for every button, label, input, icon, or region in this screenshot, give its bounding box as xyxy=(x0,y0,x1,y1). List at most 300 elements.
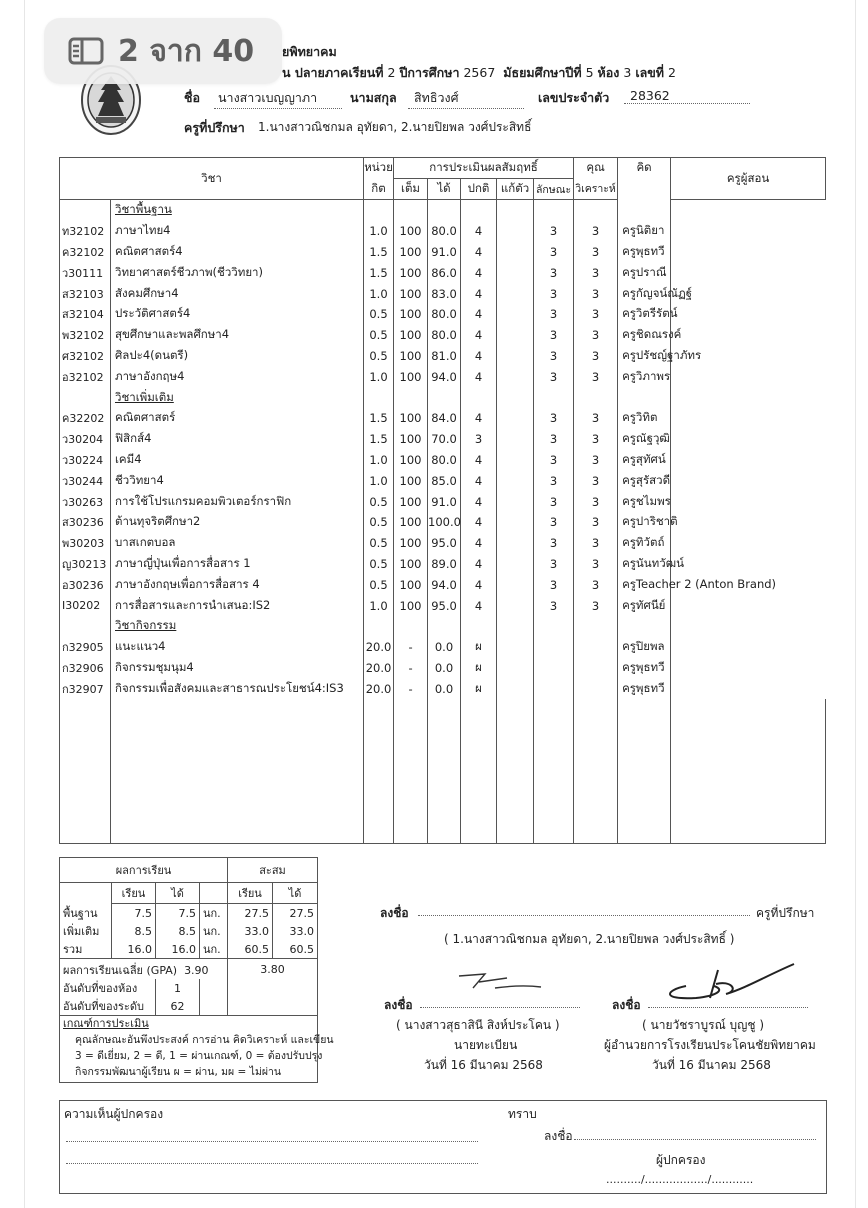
school-name: ยพิทยาคม xyxy=(282,44,337,59)
table-row xyxy=(60,242,826,263)
header-got: ได้ xyxy=(428,179,461,200)
grade-normal-cell: 4 xyxy=(461,304,497,325)
empty-cell xyxy=(394,200,428,221)
character-cell: 3 xyxy=(534,408,574,429)
category-row xyxy=(60,387,826,408)
teacher-name: ครูวิตรีรัตน์ xyxy=(618,304,671,325)
teacher-name: ครูทัศนีย์ xyxy=(618,595,671,616)
summary-row-label: พื้นฐาน xyxy=(60,904,112,923)
grade-normal-cell: 4 xyxy=(461,470,497,491)
parent-comment-line-2[interactable] xyxy=(66,1163,478,1164)
subject-name: ชีววิทยา4 xyxy=(111,470,364,491)
number-value: 2 xyxy=(668,65,676,80)
subject-name: บาสเกตบอล xyxy=(111,533,364,554)
thinking-cell: 3 xyxy=(574,283,618,304)
subject-name: กิจกรรมชุมนุม4 xyxy=(111,658,364,679)
got-score-cell: 80.0 xyxy=(428,450,461,471)
credit-cell: 1.0 xyxy=(364,470,394,491)
grade-fix-cell xyxy=(497,262,534,283)
empty-cell xyxy=(111,699,364,843)
full-score-cell: 100 xyxy=(394,283,428,304)
filler-row xyxy=(60,699,826,843)
thinking-cell: 3 xyxy=(574,470,618,491)
room-label: ห้อง xyxy=(597,65,620,80)
teacher-name: ครูTeacher 2 (Anton Brand) xyxy=(618,574,671,595)
table-row xyxy=(60,366,826,387)
header-thinking-top: คิด xyxy=(618,158,671,179)
full-score-cell: 100 xyxy=(394,512,428,533)
subject-name: ภาษาญี่ปุ่นเพื่อการสื่อสาร 1 xyxy=(111,554,364,575)
director-date: วันที่ 16 มีนาคม 2568 xyxy=(652,1058,771,1072)
advisor-sign-names: ( 1.นางสาวณิชกมล อุทัยดา, 2.นายปิยพล วงศ์ประสิทธิ์ ) xyxy=(444,932,735,946)
grade-normal-cell: 4 xyxy=(461,574,497,595)
student-surname: สิทธิวงศ์ xyxy=(408,88,524,109)
summary-acc-study: 33.0 xyxy=(228,922,273,940)
subject-name: การสื่อสารและการนำเสนอ:IS2 xyxy=(111,595,364,616)
summary-acc-study: 27.5 xyxy=(228,904,273,923)
parent-comment-line-1[interactable] xyxy=(66,1141,478,1142)
thinking-cell: 3 xyxy=(574,346,618,367)
credit-cell: 0.5 xyxy=(364,325,394,346)
grade-normal-cell: 4 xyxy=(461,366,497,387)
student-id-label: เลขประจำตัว xyxy=(538,90,610,105)
subject-code: ว30224 xyxy=(60,450,111,471)
grade-fix-cell xyxy=(497,470,534,491)
credit-cell: 0.5 xyxy=(364,491,394,512)
header-full: เต็ม xyxy=(394,179,428,200)
table-row xyxy=(60,470,826,491)
summary-acc-got: 27.5 xyxy=(273,904,318,923)
grades-table-body xyxy=(60,200,826,844)
credit-cell: 1.0 xyxy=(364,450,394,471)
summary-got: 7.5 xyxy=(156,904,200,923)
subject-code: ว30204 xyxy=(60,429,111,450)
summary-col-study: เรียน xyxy=(112,883,156,904)
rank-room-label: อันดับที่ของห้อง xyxy=(60,979,156,997)
criteria-line-1: คุณลักษณะอันพึงประสงค์ การอ่าน คิดวิเคราะห์ และเขียน xyxy=(75,1034,334,1046)
subject-name: สุขศึกษาและพลศึกษา4 xyxy=(111,325,364,346)
subject-code: ญ30213 xyxy=(60,554,111,575)
subject-name: ภาษาไทย4 xyxy=(111,221,364,242)
teacher-name: ครูทิวัตถ์ xyxy=(618,533,671,554)
page-indicator[interactable] xyxy=(44,18,282,84)
header-fix: แก้ตัว xyxy=(497,179,534,200)
parent-sign-label: ลงชื่อ xyxy=(544,1129,573,1143)
thinking-cell: 3 xyxy=(574,450,618,471)
empty-cell xyxy=(428,699,461,843)
table-row xyxy=(60,512,826,533)
level-value: 5 xyxy=(585,65,594,80)
thinking-cell: 3 xyxy=(574,325,618,346)
empty-cell xyxy=(671,699,826,843)
grade-normal-cell: 4 xyxy=(461,450,497,471)
subject-code: I30202 xyxy=(60,595,111,616)
summary-got: 8.5 xyxy=(156,922,200,940)
got-score-cell: 0.0 xyxy=(428,658,461,679)
character-cell xyxy=(534,678,574,699)
summary-rows xyxy=(60,904,356,959)
full-score-cell: 100 xyxy=(394,262,428,283)
character-cell: 3 xyxy=(534,221,574,242)
grade-normal-cell: 4 xyxy=(461,512,497,533)
empty-cell xyxy=(534,699,574,843)
table-row xyxy=(60,221,826,242)
got-score-cell: 0.0 xyxy=(428,637,461,658)
subject-code: ส32104 xyxy=(60,304,111,325)
empty-cell xyxy=(364,387,394,408)
category-code-cell xyxy=(60,200,111,221)
subject-code: ว30111 xyxy=(60,262,111,283)
thinking-cell: 3 xyxy=(574,429,618,450)
got-score-cell: 94.0 xyxy=(428,574,461,595)
subject-name: คณิตศาสตร์4 xyxy=(111,242,364,263)
got-score-cell: 70.0 xyxy=(428,429,461,450)
criteria-box xyxy=(60,1016,334,1083)
empty-cell xyxy=(534,200,574,221)
table-row xyxy=(60,262,826,283)
empty-cell xyxy=(618,200,671,221)
summary-title-right: สะสม xyxy=(228,858,318,883)
credit-cell: 0.5 xyxy=(364,554,394,575)
grade-normal-cell: 4 xyxy=(461,491,497,512)
grade-fix-cell xyxy=(497,637,534,658)
teacher-name: ครูปรัชญ์ฐาภัทร xyxy=(618,346,671,367)
got-score-cell: 95.0 xyxy=(428,533,461,554)
full-score-cell: - xyxy=(394,678,428,699)
empty-cell xyxy=(497,699,534,843)
credit-cell: 0.5 xyxy=(364,304,394,325)
got-score-cell: 86.0 xyxy=(428,262,461,283)
got-score-cell: 91.0 xyxy=(428,491,461,512)
header-character-top: คุณ xyxy=(574,158,618,179)
grade-normal-cell: 4 xyxy=(461,262,497,283)
empty-cell xyxy=(364,616,394,637)
teacher-name: ครูณัฐวุฒิ xyxy=(618,429,671,450)
summary-acc-got: 33.0 xyxy=(273,922,318,940)
empty-cell xyxy=(497,387,534,408)
subject-name: วิทยาศาสตร์ชีวภาพ(ชีววิทยา) xyxy=(111,262,364,283)
grade-normal-cell: ผ xyxy=(461,678,497,699)
header-subject: วิชา xyxy=(60,158,364,200)
credit-cell: 0.5 xyxy=(364,512,394,533)
thinking-cell: 3 xyxy=(574,512,618,533)
empty-cell xyxy=(574,616,618,637)
credit-cell: 1.5 xyxy=(364,262,394,283)
thinking-cell: 3 xyxy=(574,574,618,595)
subject-name: การใช้โปรแกรมคอมพิวเตอร์กราฟิก xyxy=(111,491,364,512)
subject-code: ส32103 xyxy=(60,283,111,304)
table-row xyxy=(60,554,826,575)
full-score-cell: 100 xyxy=(394,304,428,325)
registrar-role: นายทะเบียน xyxy=(454,1038,518,1052)
thinking-cell xyxy=(574,637,618,658)
table-row xyxy=(60,429,826,450)
grade-normal-cell: 3 xyxy=(461,429,497,450)
subject-code: ก32906 xyxy=(60,658,111,679)
grade-normal-cell: 4 xyxy=(461,408,497,429)
subject-name: คณิตศาสตร์ xyxy=(111,408,364,429)
empty-cell xyxy=(461,387,497,408)
teacher-name: ครูนิติยา xyxy=(618,221,671,242)
page-indicator-label: 2 จาก 40 xyxy=(118,33,255,69)
criteria-line-2: 3 = ดีเยี่ยม, 2 = ดี, 1 = ผ่านเกณฑ์, 0 = ต้องปรับปรุง xyxy=(75,1050,323,1062)
credit-cell: 1.0 xyxy=(364,595,394,616)
director-sign-line xyxy=(648,1007,808,1008)
director-sign-label: ลงชื่อ xyxy=(612,998,641,1012)
empty-cell xyxy=(461,616,497,637)
full-score-cell: 100 xyxy=(394,450,428,471)
summary-acc-col-study: เรียน xyxy=(228,883,273,904)
teacher-name: ครูปราณี xyxy=(618,262,671,283)
summary-row-label: รวม xyxy=(60,940,112,959)
grade-fix-cell xyxy=(497,450,534,471)
full-score-cell: 100 xyxy=(394,491,428,512)
character-cell: 3 xyxy=(534,574,574,595)
teacher-name: ครูปิยพล xyxy=(618,637,671,658)
subject-code: ว30244 xyxy=(60,470,111,491)
thinking-cell: 3 xyxy=(574,366,618,387)
criteria-title: เกณฑ์การประเมิน xyxy=(63,1017,149,1030)
header-credit-bottom: กิต xyxy=(364,179,394,200)
full-score-cell: 100 xyxy=(394,554,428,575)
teacher-name: ครูปาริชาติ xyxy=(618,512,671,533)
grade-fix-cell xyxy=(497,242,534,263)
character-cell: 3 xyxy=(534,346,574,367)
parent-ack-label: ทราบ xyxy=(508,1107,537,1121)
character-cell: 3 xyxy=(534,304,574,325)
teacher-name: ครูวิภาพร xyxy=(618,366,671,387)
empty-cell xyxy=(428,616,461,637)
empty-cell xyxy=(534,616,574,637)
subject-code: ส30236 xyxy=(60,512,111,533)
character-cell: 3 xyxy=(534,491,574,512)
registrar-name: ( นางสาวสุธาสินี สิงห์ประโคน ) xyxy=(396,1018,560,1032)
table-row xyxy=(60,408,826,429)
credit-cell: 1.5 xyxy=(364,242,394,263)
empty-cell xyxy=(428,200,461,221)
grade-fix-cell xyxy=(497,491,534,512)
summary-row xyxy=(60,922,356,940)
grade-normal-cell: 4 xyxy=(461,533,497,554)
grade-normal-cell: ผ xyxy=(461,658,497,679)
thinking-cell xyxy=(574,658,618,679)
character-cell: 3 xyxy=(534,325,574,346)
semester-value: 2 xyxy=(387,65,396,80)
summary-unit: นก. xyxy=(200,940,228,959)
thinking-cell: 3 xyxy=(574,595,618,616)
category-label: วิชากิจกรรม xyxy=(111,616,364,637)
got-score-cell: 85.0 xyxy=(428,470,461,491)
thinking-cell: 3 xyxy=(574,262,618,283)
character-cell: 3 xyxy=(534,429,574,450)
grade-normal-cell: 4 xyxy=(461,595,497,616)
subject-name: สังคมศึกษา4 xyxy=(111,283,364,304)
summary-row-label: เพิ่มเติม xyxy=(60,922,112,940)
subject-code: ก32905 xyxy=(60,637,111,658)
character-cell: 3 xyxy=(534,533,574,554)
summary-got: 16.0 xyxy=(156,940,200,959)
grade-normal-cell: 4 xyxy=(461,283,497,304)
got-score-cell: 80.0 xyxy=(428,325,461,346)
gpa-value: 3.90 xyxy=(184,964,209,977)
summary-unit: นก. xyxy=(200,904,228,923)
full-score-cell: 100 xyxy=(394,574,428,595)
table-row xyxy=(60,678,826,699)
character-cell: 3 xyxy=(534,554,574,575)
header-character-bottom: ลักษณะ xyxy=(534,179,574,200)
summary-study: 8.5 xyxy=(112,922,156,940)
teacher-name: ครูพุธทวี xyxy=(618,242,671,263)
grade-fix-cell xyxy=(497,304,534,325)
subject-code: ก32907 xyxy=(60,678,111,699)
grade-fix-cell xyxy=(497,678,534,699)
thinking-cell: 3 xyxy=(574,554,618,575)
subject-name: ศิลปะ4(ดนตรี) xyxy=(111,346,364,367)
grade-fix-cell xyxy=(497,366,534,387)
thinking-cell: 3 xyxy=(574,242,618,263)
header-normal: ปกติ xyxy=(461,179,497,200)
grade-fix-cell xyxy=(497,283,534,304)
subject-name: ภาษาอังกฤษเพื่อการสื่อสาร 4 xyxy=(111,574,364,595)
credit-cell: 0.5 xyxy=(364,346,394,367)
full-score-cell: - xyxy=(394,658,428,679)
got-score-cell: 94.0 xyxy=(428,366,461,387)
got-score-cell: 95.0 xyxy=(428,595,461,616)
table-row xyxy=(60,637,826,658)
rank-level-value: 62 xyxy=(156,997,200,1016)
table-row xyxy=(60,283,826,304)
got-score-cell: 89.0 xyxy=(428,554,461,575)
gpa-label: ผลการเรียนเฉลี่ย (GPA) xyxy=(63,964,178,977)
table-row xyxy=(60,533,826,554)
credit-cell: 1.0 xyxy=(364,221,394,242)
subject-name: ฟิสิกส์4 xyxy=(111,429,364,450)
grade-fix-cell xyxy=(497,429,534,450)
summary-row xyxy=(60,904,356,923)
empty-cell xyxy=(364,200,394,221)
registrar-sign-line xyxy=(420,1007,580,1008)
grade-normal-cell: ผ xyxy=(461,637,497,658)
table-row xyxy=(60,325,826,346)
got-score-cell: 81.0 xyxy=(428,346,461,367)
full-score-cell: 100 xyxy=(394,242,428,263)
registrar-date: วันที่ 16 มีนาคม 2568 xyxy=(424,1058,543,1072)
sidebar-pages-icon[interactable] xyxy=(68,37,104,65)
empty-cell xyxy=(461,200,497,221)
grade-normal-cell: 4 xyxy=(461,242,497,263)
credit-cell: 1.5 xyxy=(364,408,394,429)
advisor-sign-line xyxy=(418,915,750,916)
grade-fix-cell xyxy=(497,512,534,533)
summary-unit: นก. xyxy=(200,922,228,940)
parent-sign-line[interactable] xyxy=(574,1139,816,1140)
grade-normal-cell: 4 xyxy=(461,325,497,346)
summary-title-left: ผลการเรียน xyxy=(60,858,228,883)
grades-table xyxy=(59,157,826,844)
full-score-cell: 100 xyxy=(394,366,428,387)
table-row xyxy=(60,491,826,512)
got-score-cell: 80.0 xyxy=(428,304,461,325)
subject-code: ค32202 xyxy=(60,408,111,429)
empty-cell xyxy=(574,387,618,408)
summary-acc-study: 60.5 xyxy=(228,940,273,959)
surname-label: นามสกุล xyxy=(350,90,397,105)
report-title xyxy=(282,63,676,83)
full-score-cell: 100 xyxy=(394,470,428,491)
parent-comment-label: ความเห็นผู้ปกครอง xyxy=(64,1107,164,1121)
table-row xyxy=(60,574,826,595)
character-cell: 3 xyxy=(534,242,574,263)
character-cell xyxy=(534,658,574,679)
full-score-cell: 100 xyxy=(394,346,428,367)
grade-fix-cell xyxy=(497,408,534,429)
rank-level-label: อันดับที่ของระดับ xyxy=(60,997,156,1016)
full-score-cell: 100 xyxy=(394,408,428,429)
gpa-row xyxy=(60,959,228,980)
summary-col-got: ได้ xyxy=(156,883,200,904)
report-title-prefix: น ปลายภาคเรียนที่ xyxy=(282,65,384,80)
grade-normal-cell: 4 xyxy=(461,221,497,242)
subject-code: ท32102 xyxy=(60,221,111,242)
character-cell: 3 xyxy=(534,595,574,616)
character-cell: 3 xyxy=(534,283,574,304)
gpa-accumulated: 3.80 xyxy=(228,959,318,980)
header-credit-top: หน่วย xyxy=(364,158,394,179)
grade-fix-cell xyxy=(497,574,534,595)
header-thinking-bottom: วิเคราะห์ xyxy=(574,179,618,200)
credit-cell: 0.5 xyxy=(364,533,394,554)
table-row xyxy=(60,304,826,325)
got-score-cell: 91.0 xyxy=(428,242,461,263)
criteria-line-3: กิจกรรมพัฒนาผู้เรียน ผ = ผ่าน, มผ = ไม่ผ่าน xyxy=(75,1066,282,1078)
teacher-name: ครูสุรัสวดี xyxy=(618,470,671,491)
empty-cell xyxy=(497,200,534,221)
grade-normal-cell: 4 xyxy=(461,554,497,575)
summary-row xyxy=(60,940,356,959)
registrar-signature-icon xyxy=(455,968,545,996)
empty-cell xyxy=(364,699,394,843)
registrar-sign-label: ลงชื่อ xyxy=(384,998,413,1012)
subject-name: ต้านทุจริตศึกษา2 xyxy=(111,512,364,533)
credit-cell: 1.5 xyxy=(364,429,394,450)
character-cell: 3 xyxy=(534,470,574,491)
director-name: ( นายวัชราบูรณ์ บุญชู ) xyxy=(642,1018,765,1032)
subject-name: ภาษาอังกฤษ4 xyxy=(111,366,364,387)
thinking-cell: 3 xyxy=(574,533,618,554)
grade-fix-cell xyxy=(497,595,534,616)
thinking-cell: 3 xyxy=(574,408,618,429)
summary-table xyxy=(59,857,356,1083)
full-score-cell: 100 xyxy=(394,325,428,346)
credit-cell: 20.0 xyxy=(364,637,394,658)
teacher-name: ครูชไมพร xyxy=(618,491,671,512)
subject-name: เคมี4 xyxy=(111,450,364,471)
teacher-name: ครูพุธทวี xyxy=(618,658,671,679)
header-evaluation: การประเมินผลสัมฤทธิ์ xyxy=(394,158,574,179)
subject-code: พ32102 xyxy=(60,325,111,346)
subject-name: ประวัติศาสตร์4 xyxy=(111,304,364,325)
teacher-name: ครูชิดณรงค์ xyxy=(618,325,671,346)
got-score-cell: 0.0 xyxy=(428,678,461,699)
category-row xyxy=(60,200,826,221)
teacher-name: ครูวิทิต xyxy=(618,408,671,429)
grade-fix-cell xyxy=(497,325,534,346)
credit-cell: 1.0 xyxy=(364,366,394,387)
grade-fix-cell xyxy=(497,221,534,242)
teacher-name: ครูนันทวัฒน์ xyxy=(618,554,671,575)
director-role: ผู้อำนวยการโรงเรียนประโคนชัยพิทยาคม xyxy=(604,1038,816,1052)
character-cell xyxy=(534,637,574,658)
